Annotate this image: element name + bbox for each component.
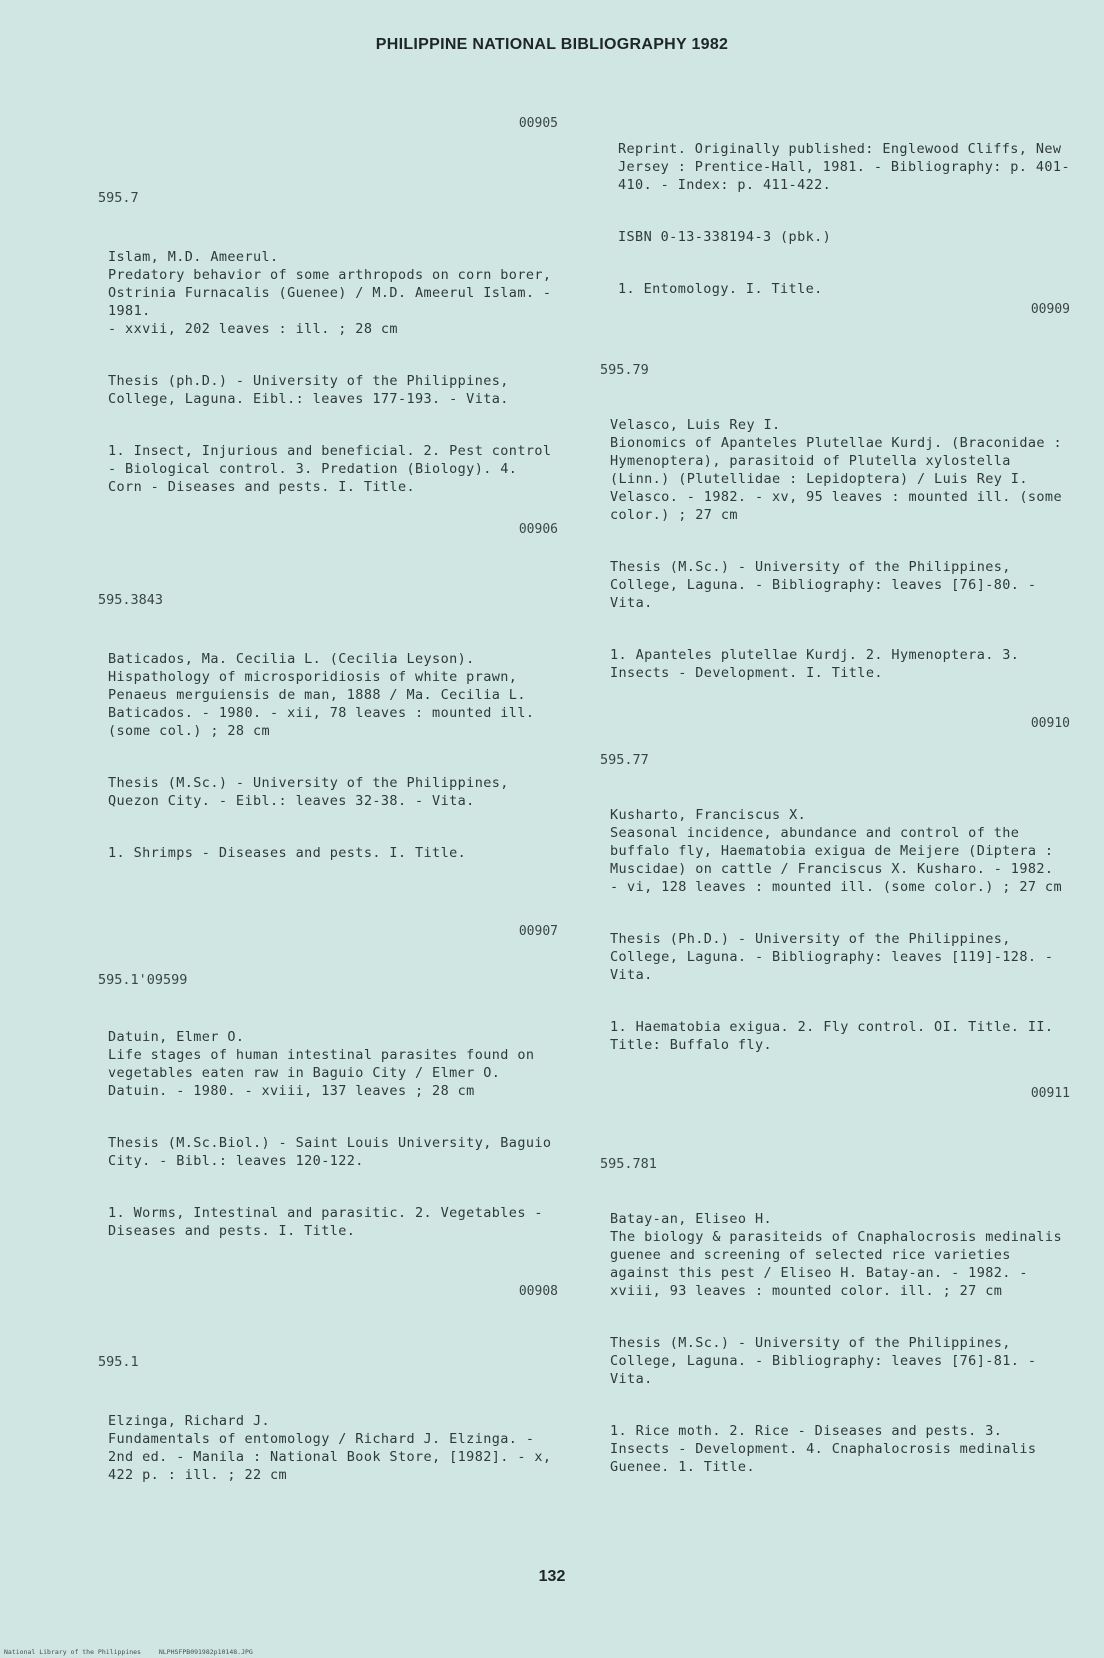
entry-isbn: ISBN 0-13-338194-3 (pbk.) (618, 229, 832, 245)
entry-body (610, 788, 1070, 1088)
entry-body (108, 632, 558, 896)
bibliography-entry (600, 1086, 1070, 1516)
class-number: 595.3843 (98, 592, 164, 608)
entry-citation: Islam, M.D. Ameerul. Predatory behavior of some arthropods on corn borer, Ostrinia Furnacalis (Guenee) / M.D. Ameerul Islam. - 1981. - xxvii, 202 leaves : ill. ; 28 cm (108, 249, 552, 337)
entry-note: Thesis (M.Sc.) - University of the Philippines, Quezon City. - Eibl.: leaves 32-38. - Vita. (108, 775, 509, 809)
entry-subjects: 1. Insect, Injurious and beneficial. 2. Pest control - Biological control. 3. Predation (Biology). 4. Corn - Diseases and pests. I. Title. (108, 443, 552, 495)
entry-number: 00909 (1030, 302, 1070, 317)
entry-body (618, 122, 1070, 332)
bibliography-entry (98, 522, 558, 922)
entry-subjects: 1. Rice moth. 2. Rice - Diseases and pests. 3. Insects - Development. 4. Cnaphalocrosis medinalis Guenee. 1. Title. (610, 1423, 1037, 1475)
entry-body (108, 230, 558, 530)
entry-body (610, 398, 1070, 716)
entry-number: 00907 (518, 924, 558, 939)
page-number: 132 (538, 1568, 566, 1585)
class-number: 595.781 (600, 1156, 657, 1172)
bibliography-entry (98, 924, 558, 1274)
entry-citation: Batay-an, Eliseo H. The biology & parasiteids of Cnaphalocrosis medinalis guenee and screening of selected rice varieties against this pest / Eliseo H. Batay-an. - 1982. - xviii, 93 leaves : mounted color. ill. ; 27 cm (610, 1211, 1062, 1299)
entry-number: 00908 (518, 1284, 558, 1299)
page-header: PHILIPPINE NATIONAL BIBLIOGRAPHY 1982 (375, 36, 729, 53)
entry-note: Thesis (M.Sc.Biol.) - Saint Louis University, Baguio City. - Bibl.: leaves 120-122. (108, 1135, 552, 1169)
entry-body (610, 1192, 1070, 1510)
bibliography-entry (600, 302, 1070, 722)
entry-subjects: 1. Worms, Intestinal and parasitic. 2. Vegetables - Diseases and pests. I. Title. (108, 1205, 543, 1239)
entry-note: Thesis (M.Sc.) - University of the Philippines, College, Laguna. - Bibliography: leaves [76]-81. - Vita. (610, 1335, 1037, 1387)
entry-note: Thesis (M.Sc.) - University of the Philippines, College, Laguna. - Bibliography: leaves [76]-80. - Vita. (610, 559, 1037, 611)
class-number: 595.1'09599 (98, 972, 188, 988)
entry-note: Thesis (Ph.D.) - University of the Philippines, College, Laguna. - Bibliography: leaves [119]-128. - Vita. (610, 931, 1054, 983)
entry-citation: Kusharto, Franciscus X. Seasonal incidence, abundance and control of the buffalo fly, Haematobia exigua de Meijere (Diptera : Muscidae) on cattle / Franciscus X. Kusharo. - 1982. - vi, 128 leaves : mounted ill. (some color.) ; 27 cm (610, 807, 1062, 895)
class-number: 595.7 (98, 190, 139, 206)
entry-continuation (600, 122, 1070, 297)
entry-citation: Datuin, Elmer O. Life stages of human intestinal parasites found on vegetables eaten raw in Baguio City / Elmer O. Datuin. - 1980. - xviii, 137 leaves ; 28 cm (108, 1029, 535, 1099)
class-number: 595.79 (600, 362, 649, 378)
entry-citation: Elzinga, Richard J. Fundamentals of entomology / Richard J. Elzinga. - 2nd ed. - Manila : National Book Store, [1982]. - x, 422 p. : ill. ; 22 cm (108, 1413, 552, 1483)
entry-body (108, 1394, 558, 1518)
entry-body (108, 1010, 558, 1274)
bibliography-entry (98, 116, 558, 536)
entry-note: Thesis (ph.D.) - University of the Philippines, College, Laguna. Eibl.: leaves 177-193. - Vita. (108, 373, 509, 407)
scan-footer (4, 1648, 267, 1656)
entry-subjects: 1. Entomology. I. Title. (618, 281, 823, 297)
entry-citation: Velasco, Luis Rey I. Bionomics of Apanteles Plutellae Kurdj. (Braconidae : Hymenoptera), parasitoid of Plutella xylostella (Linn.) (Plutellidae : Lepidoptera) / Luis Rey I. Velasco. - 1982. - xv, 95 leaves : mounted ill. (some color.) ; 27 cm (610, 417, 1062, 523)
entry-subjects: 1. Haematobia exigua. 2. Fly control. OI. Title. II. Title: Buffalo fly. (610, 1019, 1054, 1053)
entry-reprint-note: Reprint. Originally published: Englewood Cliffs, New Jersey : Prentice-Hall, 1981. - Bibliography: p. 401-410. - Index: p. 411-422. (618, 141, 1070, 193)
entry-number: 00905 (518, 116, 558, 131)
entry-number: 00911 (1030, 1086, 1070, 1101)
bibliography-entry (600, 716, 1070, 1076)
entry-number: 00910 (1030, 716, 1070, 731)
footer-library: National Library of the Philippines (4, 1648, 141, 1656)
entry-subjects: 1. Shrimps - Diseases and pests. I. Title. (108, 845, 467, 861)
entry-number: 00906 (518, 522, 558, 537)
entry-citation: Baticados, Ma. Cecilia L. (Cecilia Leyson). Hispathology of microsporidiosis of white prawn, Penaeus merguiensis de man, 1888 / Ma. Cecilia L. Baticados. - 1980. - xii, 78 leaves : mounted ill. (some col.) ; 28 cm (108, 651, 535, 739)
class-number: 595.77 (600, 752, 649, 768)
footer-file: NLPHSFPB091982p10148.JPG (158, 1648, 253, 1656)
bibliography-entry (98, 1284, 558, 1484)
class-number: 595.1 (98, 1354, 139, 1370)
entry-subjects: 1. Apanteles plutellae Kurdj. 2. Hymenoptera. 3. Insects - Development. I. Title. (610, 647, 1020, 681)
